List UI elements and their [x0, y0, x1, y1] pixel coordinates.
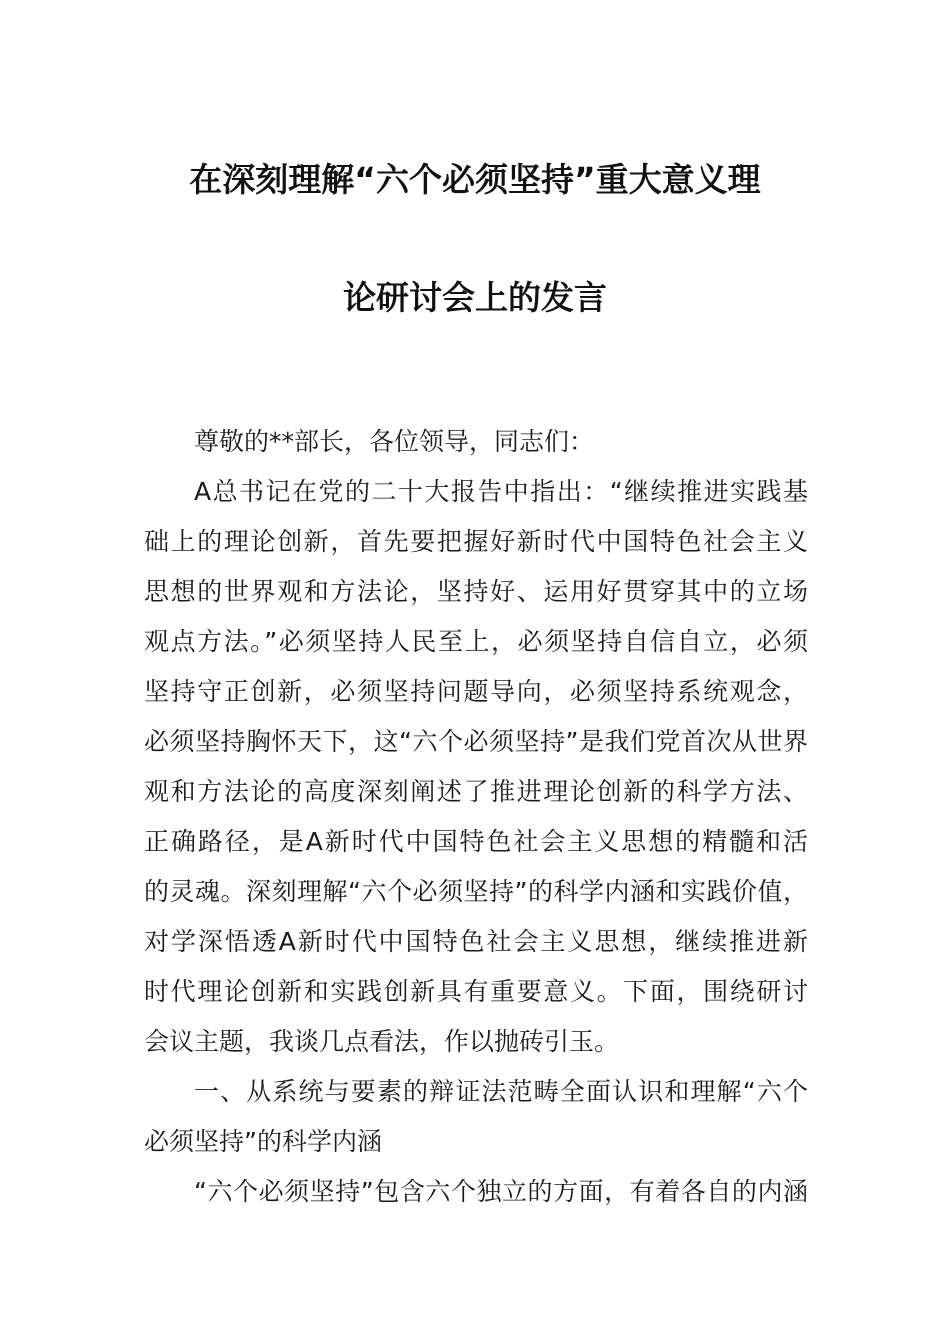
document-title-line-2: 论研讨会上的发言 — [343, 278, 607, 317]
paragraph-line: “六个必须坚持”包含六个独立的方面，有着各自的内涵 — [194, 1177, 808, 1206]
paragraph-line: 对学深悟透A新时代中国特色社会主义思想，继续推进新 — [144, 927, 808, 956]
paragraph-line: 的灵魂。深刻理解“六个必须坚持”的科学内涵和实践价值， — [144, 877, 808, 906]
paragraph-line: A总书记在党的二十大报告中指出：“继续推进实践基 — [194, 477, 808, 506]
paragraph-line: 时代理论创新和实践创新具有重要意义。下面，围绕研讨 — [144, 977, 808, 1006]
paragraph-line: 必须坚持胸怀天下，这“六个必须坚持”是我们党首次从世界 — [144, 727, 808, 756]
section-heading-line: 一、从系统与要素的辩证法范畴全面认识和理解“六个 — [194, 1077, 808, 1106]
document-body — [144, 417, 808, 1217]
paragraph-line: 观和方法论的高度深刻阐述了推进理论创新的科学方法、 — [144, 777, 808, 806]
section-heading-line: 必须坚持”的科学内涵 — [144, 1127, 382, 1156]
paragraph-line: 坚持守正创新，必须坚持问题导向，必须坚持系统观念， — [144, 677, 808, 706]
paragraph-line: 会议主题，我谈几点看法，作以抛砖引玉。 — [144, 1027, 620, 1056]
paragraph-line: 观点方法。”必须坚持人民至上，必须坚持自信自立，必须 — [144, 627, 808, 656]
document-title-line-1: 在深刻理解“六个必须坚持”重大意义理 — [189, 160, 761, 199]
paragraph-line: 础上的理论创新，首先要把握好新时代中国特色社会主义 — [144, 527, 808, 556]
paragraph-line: 思想的世界观和方法论，坚持好、运用好贯穿其中的立场 — [144, 577, 808, 606]
paragraph-line: 正确路径，是A新时代中国特色社会主义思想的精髓和活 — [144, 827, 808, 856]
salutation: 尊敬的**部长，各位领导，同志们： — [194, 427, 595, 456]
